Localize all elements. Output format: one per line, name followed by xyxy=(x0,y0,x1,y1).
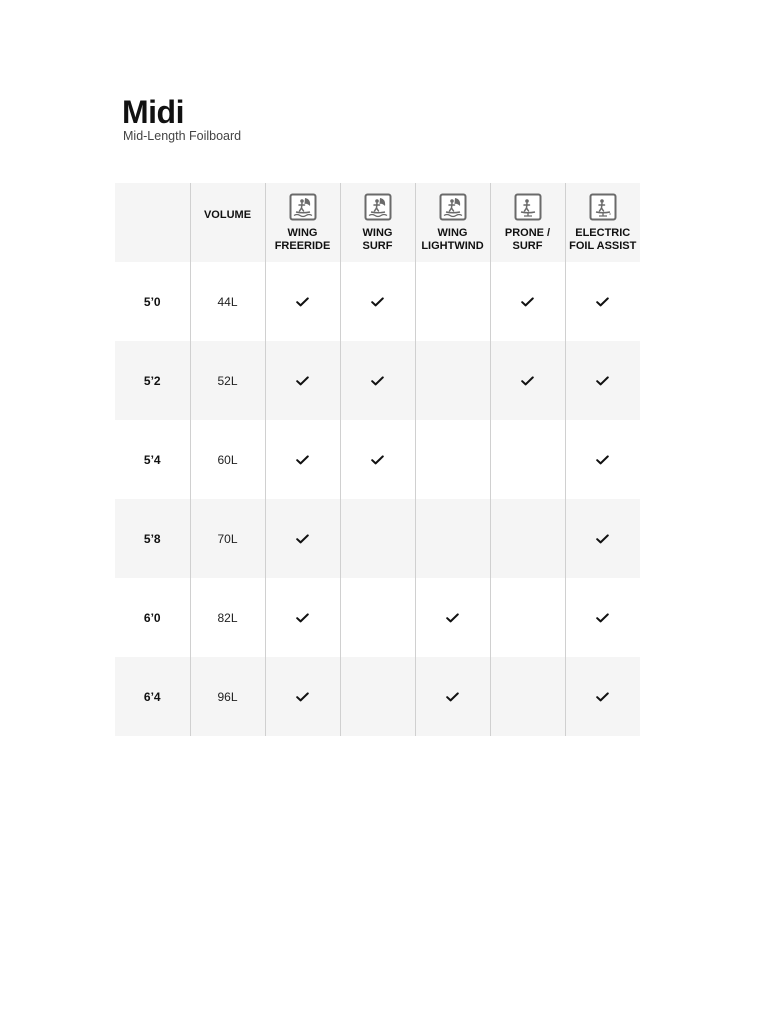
header-size-cell xyxy=(115,183,190,262)
check-icon xyxy=(490,341,565,420)
check-icon xyxy=(565,499,640,578)
discipline-header xyxy=(265,183,340,262)
board-volume-cell: 44L xyxy=(190,262,265,341)
empty-cell xyxy=(415,420,490,499)
check-icon xyxy=(565,262,640,341)
check-icon xyxy=(565,420,640,499)
check-icon xyxy=(565,657,640,736)
check-icon xyxy=(565,578,640,657)
table-row xyxy=(115,578,640,657)
header-row xyxy=(115,183,640,262)
table-row xyxy=(115,262,640,341)
check-icon xyxy=(265,657,340,736)
empty-cell xyxy=(415,341,490,420)
check-icon xyxy=(265,499,340,578)
page-title: Midi xyxy=(122,94,184,130)
check-icon xyxy=(340,262,415,341)
discipline-label: ELECTRIC FOIL ASSIST xyxy=(569,226,637,252)
page-subtitle: Mid-Length Foilboard xyxy=(123,129,242,143)
check-icon xyxy=(415,578,490,657)
discipline-label: PRONE / SURF xyxy=(504,226,551,252)
empty-cell xyxy=(340,657,415,736)
discipline-header xyxy=(415,183,490,262)
empty-cell xyxy=(490,657,565,736)
discipline-header xyxy=(565,183,640,262)
discipline-header xyxy=(490,183,565,262)
check-icon xyxy=(340,420,415,499)
empty-cell xyxy=(340,499,415,578)
empty-cell xyxy=(490,499,565,578)
discipline-header xyxy=(340,183,415,262)
discipline-label: WING LIGHTWIND xyxy=(421,226,484,252)
empty-cell xyxy=(340,578,415,657)
board-volume-cell: 70L xyxy=(190,499,265,578)
board-volume-cell: 60L xyxy=(190,420,265,499)
wing-lightwind-icon xyxy=(439,193,467,221)
table-body xyxy=(115,262,640,736)
electric-foil-assist-icon xyxy=(589,193,617,221)
check-icon xyxy=(490,262,565,341)
board-size-cell: 6’4 xyxy=(143,689,161,704)
header-volume-cell xyxy=(190,183,265,262)
board-size-cell: 6’0 xyxy=(143,610,161,625)
check-icon xyxy=(265,341,340,420)
prone-surf-icon xyxy=(514,193,542,221)
empty-cell xyxy=(415,262,490,341)
volume-header: VOLUME xyxy=(203,208,252,221)
check-icon xyxy=(415,657,490,736)
check-icon xyxy=(265,578,340,657)
board-volume-cell: 96L xyxy=(190,657,265,736)
board-size-cell: 5’8 xyxy=(143,531,161,546)
board-size-cell: 5’0 xyxy=(143,294,161,309)
wing-freeride-icon xyxy=(289,193,317,221)
check-icon xyxy=(265,262,340,341)
board-size-cell: 5’2 xyxy=(143,373,161,388)
table-row xyxy=(115,420,640,499)
board-size-cell: 5’4 xyxy=(143,452,161,467)
board-volume-cell: 82L xyxy=(190,578,265,657)
empty-cell xyxy=(490,578,565,657)
table-row xyxy=(115,341,640,420)
empty-cell xyxy=(490,420,565,499)
check-icon xyxy=(340,341,415,420)
check-icon xyxy=(265,420,340,499)
discipline-label: WING SURF xyxy=(362,226,393,252)
empty-cell xyxy=(415,499,490,578)
size-chart-table xyxy=(115,183,640,736)
board-volume-cell: 52L xyxy=(190,341,265,420)
discipline-label: WING FREERIDE xyxy=(274,226,331,252)
wing-surf-icon xyxy=(364,193,392,221)
table-row xyxy=(115,657,640,736)
check-icon xyxy=(565,341,640,420)
table-row xyxy=(115,499,640,578)
